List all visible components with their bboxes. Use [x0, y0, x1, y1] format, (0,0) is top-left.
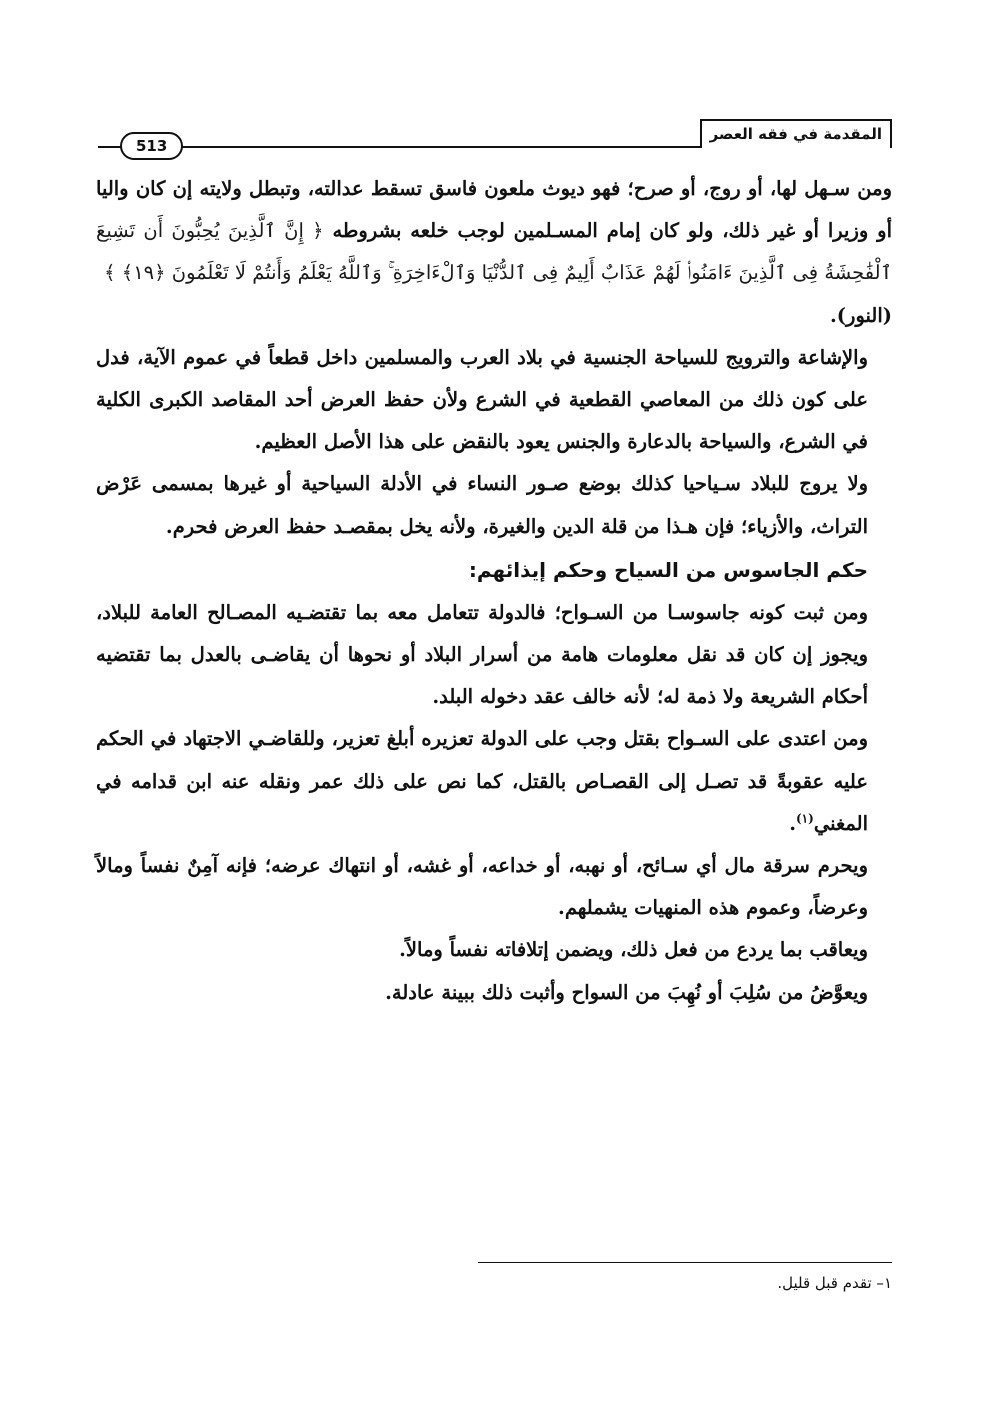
running-header	[98, 118, 892, 155]
paragraph-2: والإشاعة والترويج للسياحة الجنسية في بلاد العرب والمسلمين داخل قطعاً في عموم الآية، فدل على كون ذلك من المعاصي القطعية في الشرع ولأن حفظ العرض أحد المقاصد الكبرى الكلية في الشرع، والسياحة بالدعارة والجنس يعود بالنقض على هذا الأصل العظيم.	[96, 345, 868, 454]
paragraph-3: ولا يروج للبلاد سـياحيا كذلك بوضع صـور النساء في الأدلة السياحية أو غيرها بمسمى عَرْض التراث، والأزياء؛ فإن هـذا من قلة الدين والغيرة، ولأنه يخل بمقصـد حفظ العرض فحرم.	[96, 472, 868, 538]
paragraph-7: ويعاقب بما يردع من فعل ذلك، ويضمن إتلافاته نفساً ومالاً.	[399, 938, 868, 962]
main-text	[96, 168, 892, 1014]
paragraph-1	[96, 168, 892, 295]
section-heading: حكم الجاسوس من السياح وحكم إيذائهم:	[468, 557, 868, 582]
paragraph-5	[96, 718, 892, 845]
verse-source: (النور).	[830, 303, 892, 327]
paragraph-5-text: ومن اعتدى على السـواح بقتل وجب على الدولة تعزيره أبلغ تعزير، وللقاضـي الاجتهاد في الحكم عليه عقوبةً قد تصـل إلى القصـاص بالقتل، كما نص على ذلك عمر ونقله عنه ابن قدامه في المغني	[96, 727, 868, 835]
paragraph-1-text: ومن سـهل لها، أو روج، أو صرح؛ فهو ديوث ملعون فاسق تسقط عدالته، وتبطل ولايته إن كان واليا أو وزيرا أو غير ذلك، ولو كان إمام المسـلمين لوجب خلعه بشروطه	[96, 177, 892, 243]
paragraph-6: ويحرم سرقة مال أي سـائح، أو نهبه، أو خداعه، أو غشه، أو انتهاك عرضه؛ فإنه آمِنٌ نفساً ومالاً وعرضاً، وعموم هذه المنهيات يشملهم.	[96, 854, 868, 920]
page-number: 513	[120, 132, 183, 160]
paragraph-5-end: .	[789, 811, 796, 835]
footnote: ١– تقدم قبل قليل.	[777, 1274, 892, 1292]
book-title: المقدمة في فقه العصر	[700, 119, 892, 148]
footnote-reference[interactable]: (١)	[795, 811, 814, 826]
quran-verse: ﴿ إِنَّ ٱلَّذِينَ يُحِبُّونَ أَن تَشِيعَ ٱلْفَٰحِشَةُ فِى ٱلَّذِينَ ءَامَنُوا۟ لَهُمْ عَذَابٌ أَلِيمٌ فِى ٱلدُّنْيَا وَٱلْءَاخِرَةِ ۚ وَٱللَّهُ يَعْلَمُ وَأَنتُمْ لَا تَعْلَمُونَ ﴿١٩﴾ ﴾	[96, 219, 892, 285]
paragraph-8: ويعوَّضُ من سُلِبَ أو نُهِبَ من السواح وأثبت ذلك ببينة عادلة.	[385, 980, 868, 1004]
paragraph-4: ومن ثبت كونه جاسوسـا من السـواح؛ فالدولة تتعامل معه بما تقتضـيه المصـالح العامة للبلاد، ويجوز إن كان قد نقل معلومات هامة من أسرار البلاد أو نحوها أن يقاضـى بالعدل بما تقتضيه أحكام الشريعة ولا ذمة له؛ لأنه خالف عقد دخوله البلد.	[96, 600, 868, 709]
footnote-separator	[478, 1262, 892, 1263]
